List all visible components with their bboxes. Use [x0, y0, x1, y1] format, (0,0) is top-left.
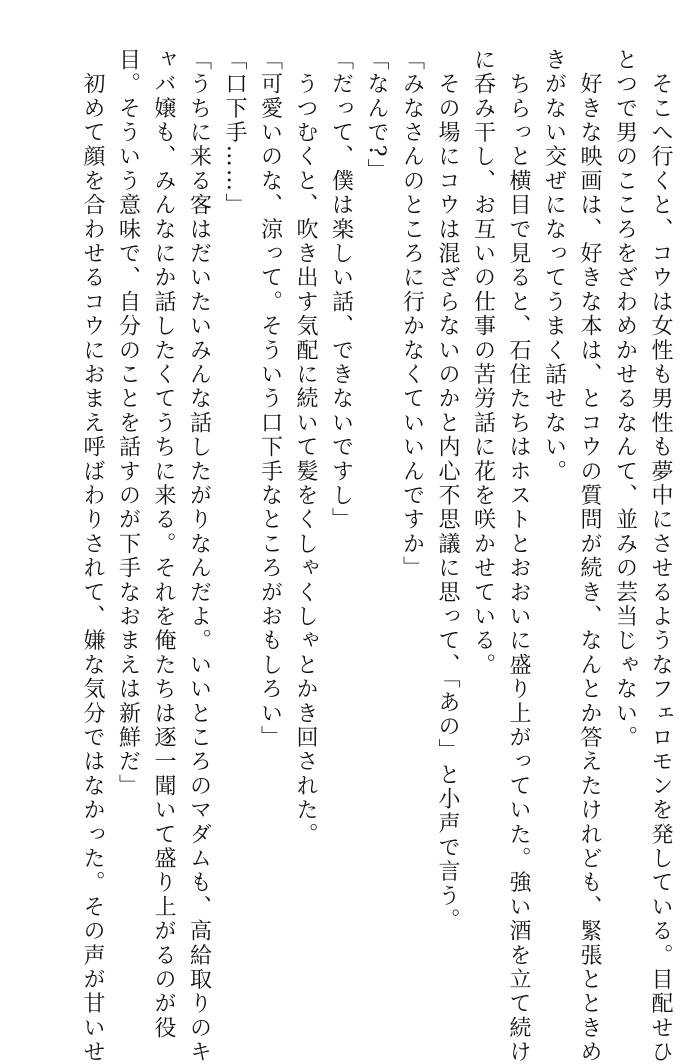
- text-line: 目。そういう意味で、自分のことを話すのが下手なおまえは新鮮だ」: [115, 48, 141, 799]
- text-line: 好きな映画は、好きな本は、とコウの質問が続き、なんとか答えたけれども、緊張とときめ: [577, 48, 602, 1064]
- text-line: 「だって、僕は楽しい話、できないですし」: [328, 48, 354, 532]
- text-line: とつで男のこころをざわめかせるなんて、並みの芸当じゃない。: [612, 48, 638, 750]
- text-line: きがない交ぜになってうまく話せない。: [541, 48, 567, 484]
- text-line: そこへ行くと、コウは女性も男性も夢中にさせるようなフェロモンを発している。目配せひ: [648, 48, 673, 1064]
- text-line: ちらっと横目で見ると、石住たちはホストとおおいに盛り上がっていた。強い酒を立て続け: [506, 48, 531, 1064]
- text-line: その場にコウは混ざらないのかと内心不思議に思って、「あの」と小声で言う。: [435, 48, 460, 933]
- text-line: うつむくと、吹き出す気配に続いて髪をくしゃくしゃとかき回された。: [293, 48, 318, 847]
- text-line: 「可愛いのな、涼って。そういう口下手なところがおもしろい」: [257, 48, 283, 750]
- text-line: 「うちに来る客はだいたいみんな話したがりなんだよ。いいところのマダムも、高給取りのキ: [186, 48, 212, 1064]
- text-line: ャバ嬢も、みんなにか話したくてうちに来る。それを俺たちは逐一聞いて盛り上がるのが役: [151, 48, 176, 1041]
- text-line: 初めて顔を合わせるコウにおまえ呼ばわりされて、嫌な気分ではなかった。その声が甘いせ: [80, 48, 105, 1064]
- text-line: 「なんで?」: [364, 48, 389, 183]
- text-line: 「みなさんのところに行かなくていいんですか」: [399, 48, 425, 581]
- text-line: 「口下手……」: [222, 48, 247, 218]
- text-line: に呑み干し、お互いの仕事の苦労話に花を咲かせている。: [470, 48, 496, 678]
- vertical-text-body: [75, 48, 679, 1064]
